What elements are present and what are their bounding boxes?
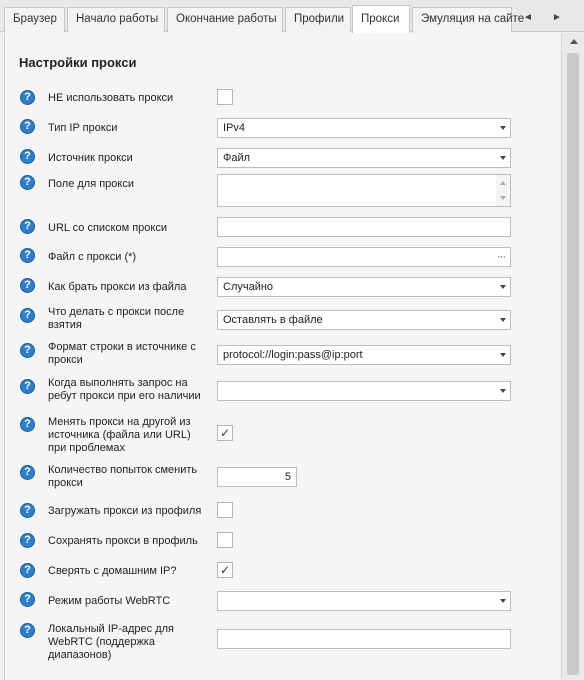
- textarea-scrollbar[interactable]: [496, 175, 510, 206]
- chevron-down-icon: [500, 285, 506, 289]
- take-from-file-select[interactable]: [217, 277, 511, 297]
- tab-browser[interactable]: Браузер: [4, 7, 65, 32]
- local-ip-input[interactable]: [217, 629, 511, 649]
- label-change-on-problem: Менять прокси на другой из источника (файла или URL) при проблемах: [48, 416, 191, 454]
- label-save-to-profile: Сохранять прокси в профиль: [48, 535, 198, 547]
- help-icon[interactable]: ?: [20, 623, 35, 638]
- save-to-profile-checkbox[interactable]: [217, 532, 233, 548]
- chevron-down-icon: [500, 599, 506, 603]
- tab-scroll-right-icon[interactable]: ►: [552, 12, 562, 23]
- help-icon[interactable]: ?: [20, 417, 35, 432]
- section-title: Настройки прокси: [19, 55, 137, 70]
- scrollbar-thumb[interactable]: [567, 53, 579, 675]
- help-icon[interactable]: ?: [20, 90, 35, 105]
- label-check-home-ip: Сверять с домашним IP?: [48, 565, 177, 577]
- after-take-select[interactable]: [217, 310, 511, 330]
- help-icon[interactable]: ?: [20, 119, 35, 134]
- label-after-take: Что делать с прокси после взятия: [48, 306, 185, 331]
- webrtc-mode-select[interactable]: [217, 591, 511, 611]
- scroll-up-icon[interactable]: [500, 181, 506, 185]
- line-format-value: protocol://login:pass@ip:port: [223, 349, 363, 361]
- tab-finish[interactable]: Окончание работы: [167, 7, 283, 32]
- source-select[interactable]: [217, 148, 511, 168]
- after-take-value: Оставлять в файле: [223, 314, 323, 326]
- help-icon[interactable]: ?: [20, 248, 35, 263]
- attempts-input[interactable]: 5: [217, 467, 297, 487]
- chevron-down-icon: [500, 353, 506, 357]
- chevron-down-icon: [500, 389, 506, 393]
- chevron-down-icon: [500, 156, 506, 160]
- help-icon[interactable]: ?: [20, 219, 35, 234]
- label-take-from-file: Как брать прокси из файла: [48, 281, 187, 293]
- line-format-select[interactable]: [217, 345, 511, 365]
- label-local-ip: Локальный IP-адрес для WebRTC (поддержка диапазонов): [48, 623, 175, 661]
- help-icon[interactable]: ?: [20, 149, 35, 164]
- tab-scroll-left-icon[interactable]: ◄: [523, 12, 533, 23]
- load-from-profile-checkbox[interactable]: [217, 502, 233, 518]
- no-proxy-checkbox[interactable]: [217, 89, 233, 105]
- label-attempts: Количество попыток сменить прокси: [48, 464, 198, 489]
- scroll-up-icon[interactable]: [570, 39, 578, 44]
- help-icon[interactable]: ?: [20, 563, 35, 578]
- tab-start[interactable]: Начало работы: [67, 7, 165, 32]
- help-icon[interactable]: ?: [20, 503, 35, 518]
- browse-icon[interactable]: ···: [497, 251, 505, 263]
- tab-proxy[interactable]: Прокси: [352, 5, 410, 33]
- help-icon[interactable]: ?: [20, 465, 35, 480]
- change-on-problem-checkbox[interactable]: ✓: [217, 425, 233, 441]
- label-proxy-field: Поле для прокси: [48, 178, 134, 190]
- label-url-list: URL со списком прокси: [48, 222, 167, 234]
- label-source: Источник прокси: [48, 152, 133, 164]
- help-icon[interactable]: ?: [20, 175, 35, 190]
- vertical-scrollbar[interactable]: [561, 33, 584, 680]
- label-no-proxy: НЕ использовать прокси: [48, 92, 174, 104]
- tab-emulation[interactable]: Эмуляция на сайте: [412, 7, 512, 32]
- ip-type-select[interactable]: [217, 118, 511, 138]
- proxy-settings-panel: [4, 33, 560, 680]
- label-webrtc-mode: Режим работы WebRTC: [48, 595, 171, 607]
- help-icon[interactable]: ?: [20, 379, 35, 394]
- source-value: Файл: [223, 152, 251, 164]
- help-icon[interactable]: ?: [20, 592, 35, 607]
- help-icon[interactable]: ?: [20, 308, 35, 323]
- check-home-ip-checkbox[interactable]: ✓: [217, 562, 233, 578]
- tab-strip: [0, 0, 584, 32]
- request-on-reboot-select[interactable]: [217, 381, 511, 401]
- take-from-file-value: Случайно: [223, 281, 274, 293]
- url-list-input[interactable]: [217, 217, 511, 237]
- tab-profiles[interactable]: Профили: [285, 7, 351, 32]
- label-request-on-reboot: Когда выполнять запрос на ребут прокси при его наличии: [48, 377, 201, 402]
- chevron-down-icon: [500, 318, 506, 322]
- label-ip-type: Тип IP прокси: [48, 122, 118, 134]
- help-icon[interactable]: ?: [20, 343, 35, 358]
- help-icon[interactable]: ?: [20, 278, 35, 293]
- ip-type-value: IPv4: [223, 122, 246, 134]
- chevron-down-icon: [500, 126, 506, 130]
- help-icon[interactable]: ?: [20, 533, 35, 548]
- scroll-down-icon[interactable]: [500, 196, 506, 200]
- label-line-format: Формат строки в источнике с прокси: [48, 341, 196, 366]
- proxy-field-textarea[interactable]: [217, 174, 511, 207]
- proxy-file-input[interactable]: [217, 247, 511, 267]
- label-load-from-profile: Загружать прокси из профиля: [48, 505, 202, 517]
- label-proxy-file: Файл с прокси (*): [48, 251, 137, 263]
